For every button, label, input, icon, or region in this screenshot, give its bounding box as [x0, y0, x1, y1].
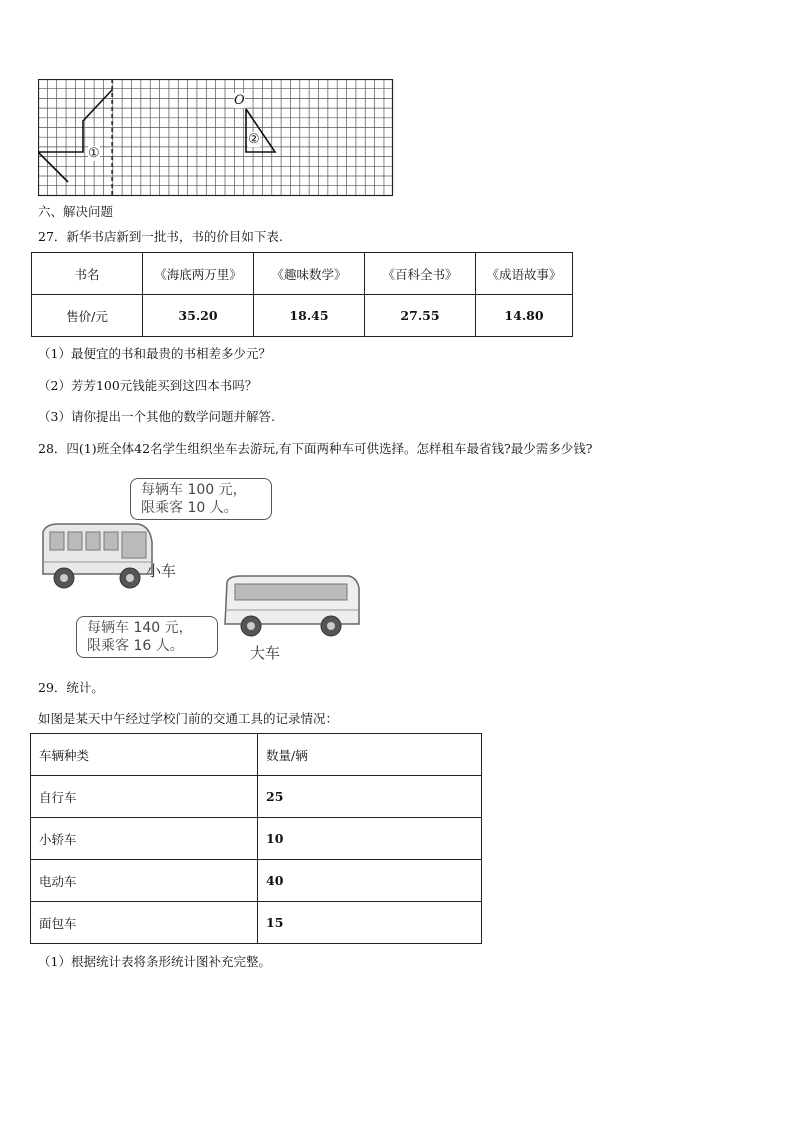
book-price: 14.80 — [476, 295, 573, 337]
book-name: 《海底两万里》 — [143, 253, 254, 295]
grid-svg — [38, 79, 394, 197]
col-header-count: 数量/辆 — [258, 734, 482, 776]
vehicle-count: 15 — [258, 902, 482, 944]
q28-stem: 28．四(1)班全体42名学生组织坐车去游玩,有下面两种车可供选择。怎样租车最省钱?最少需多少钱? — [38, 441, 593, 456]
book-name: 《成语故事》 — [476, 253, 573, 295]
vehicle-table — [30, 733, 482, 944]
big-bus-bubble: 每辆车 140 元， 限乘客 16 人。 — [76, 616, 218, 658]
label-o: O — [234, 93, 245, 108]
q29-intro: 如图是某天中午经过学校门前的交通工具的记录情况： — [38, 711, 339, 726]
col-header-type: 车辆种类 — [31, 734, 258, 776]
shape-1 — [38, 90, 112, 182]
book-name: 《趣味数学》 — [254, 253, 365, 295]
table-row — [31, 818, 482, 860]
big-bus-icon — [221, 574, 361, 640]
q27-sub3: （3）请你提出一个其他的数学问题并解答. — [38, 409, 275, 424]
label-shape-1: ① — [88, 146, 100, 161]
small-bus-label: 小车 — [146, 562, 177, 580]
book-price: 27.55 — [365, 295, 476, 337]
q29-stem: 29．统计。 — [38, 680, 104, 695]
grid-figure — [38, 79, 394, 197]
vehicle-count: 40 — [258, 860, 482, 902]
section-title: 六、解决问题 — [38, 204, 114, 219]
q27-stem: 27．新华书店新到一批书，书的价目如下表. — [38, 229, 283, 244]
vehicle-type: 面包车 — [31, 902, 258, 944]
bus-illustration — [38, 474, 368, 669]
q29-sub1: （1）根据统计表将条形统计图补充完整。 — [38, 954, 271, 969]
table-row — [31, 776, 482, 818]
vehicle-type: 电动车 — [31, 860, 258, 902]
small-bus-icon — [38, 522, 156, 594]
vehicle-count: 25 — [258, 776, 482, 818]
header-label: 书名 — [32, 253, 143, 295]
table-row — [31, 902, 482, 944]
label-shape-2: ② — [248, 132, 260, 147]
book-name: 《百科全书》 — [365, 253, 476, 295]
table-row — [32, 295, 573, 337]
vehicle-type: 自行车 — [31, 776, 258, 818]
big-bus-label: 大车 — [250, 644, 281, 662]
vehicle-count: 10 — [258, 818, 482, 860]
q27-sub2: （2）芳芳100元钱能买到这四本书吗？ — [38, 378, 258, 393]
small-bus-bubble: 每辆车 100 元， 限乘客 10 人。 — [130, 478, 272, 520]
q27-sub1: （1）最便宜的书和最贵的书相差多少元？ — [38, 346, 271, 361]
table-row — [32, 253, 573, 295]
table-row — [31, 860, 482, 902]
price-label: 售价/元 — [32, 295, 143, 337]
book-price: 18.45 — [254, 295, 365, 337]
book-price-table — [31, 252, 573, 337]
book-price: 35.20 — [143, 295, 254, 337]
table-row — [31, 734, 482, 776]
vehicle-type: 小轿车 — [31, 818, 258, 860]
